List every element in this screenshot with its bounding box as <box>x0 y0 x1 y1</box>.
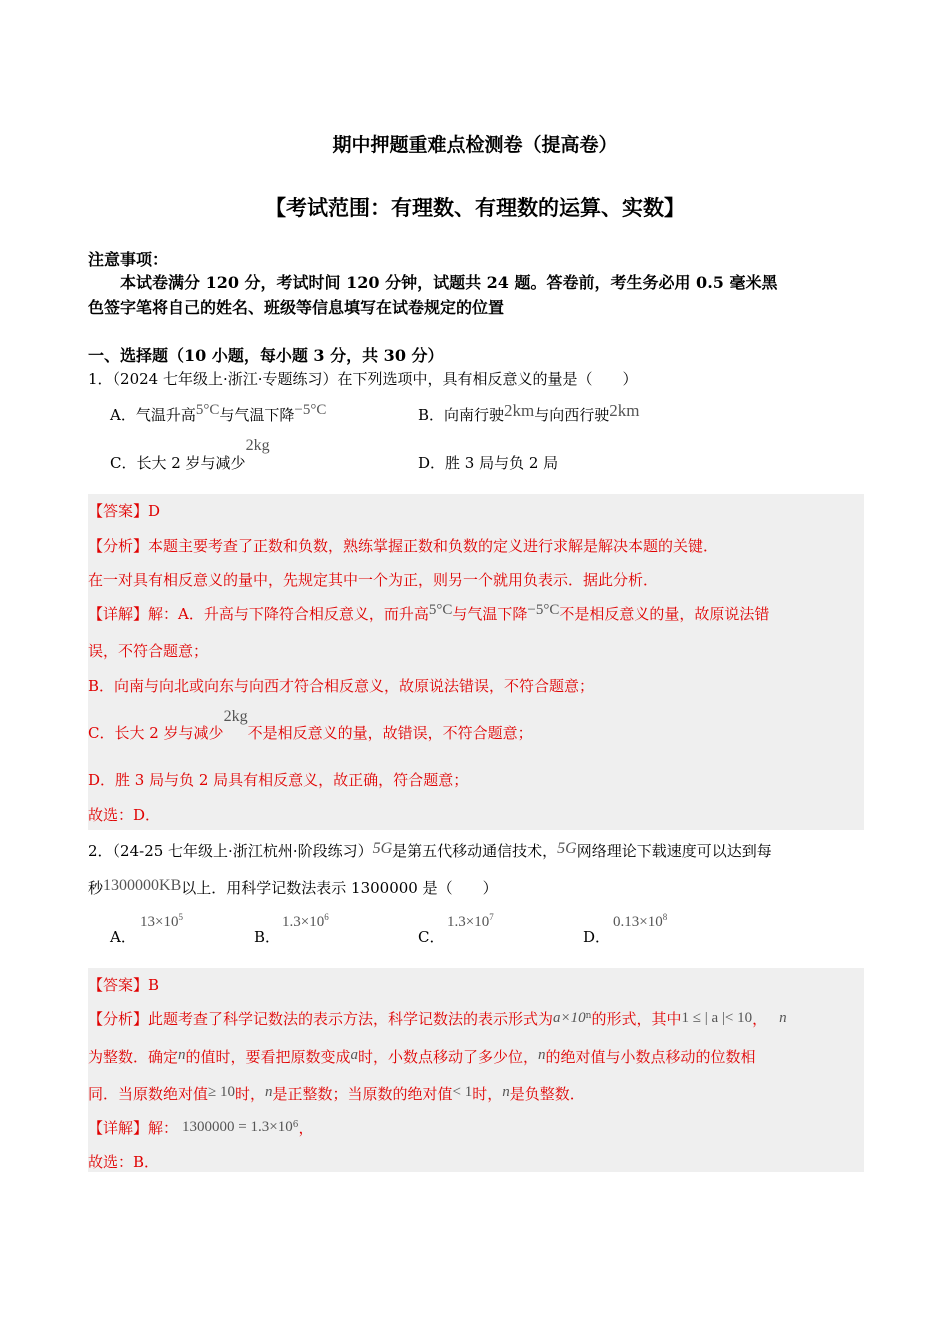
q1-b-mid: 与向西行驶 <box>534 406 610 424</box>
q2-option-b-math <box>282 912 329 931</box>
q2-answer-tag: 【答案】 <box>88 976 149 994</box>
q2-option-b: B． <box>254 928 281 946</box>
q2-an3-post: 是负整数． <box>509 1085 585 1103</box>
q1-detail-tag: 【详解】 <box>88 605 149 623</box>
q2-option-d-math <box>613 912 667 931</box>
q1-detail-1-post: 不是相反意义的量，故原说法错 <box>559 605 770 623</box>
q2-an2-math-1: n <box>178 1047 186 1063</box>
q2-an1-math-2: 1 ≤ | a |< 10 <box>681 1010 753 1026</box>
q2-option-a: A． <box>110 928 136 946</box>
q2-an2-math-2: a <box>350 1047 359 1063</box>
q2-stem-1-post: 网络理论下载速度可以达到每 <box>576 842 772 860</box>
q2-solution-box <box>88 968 864 1172</box>
q2-b-base: 1.3×10 <box>282 914 325 930</box>
q1-analysis-1 <box>88 535 718 556</box>
q1-c-math: 2kg <box>245 437 270 454</box>
q2-c-base: 1.3×10 <box>447 914 490 930</box>
q2-analysis-tag: 【分析】 <box>88 1010 149 1028</box>
q2-analysis-1 <box>88 1008 787 1029</box>
q2-detail-tag: 【详解】 <box>88 1119 149 1137</box>
q2-an1-mid: 的形式，其中 <box>591 1010 682 1028</box>
q2-detail-exp: 6 <box>292 1120 299 1130</box>
q1-detail-1-math-1: 5°C <box>428 602 453 618</box>
q2-an2-pre: 为整数．确定 <box>88 1048 179 1066</box>
q2-an2-post: 的绝对值与小数点移动的位数相 <box>545 1048 756 1066</box>
q2-option-c: C． <box>418 928 445 946</box>
q1-answer-tag: 【答案】 <box>88 502 149 520</box>
q2-d-exp: 8 <box>662 912 668 922</box>
q2-c-exp: 7 <box>489 912 494 922</box>
q1-a-mid: 与气温下降 <box>219 406 295 424</box>
q1-solution-box <box>88 494 864 830</box>
q1-a-math-2: −5°C <box>294 402 327 418</box>
q1-detail-4 <box>88 708 533 743</box>
q2-an1-pre: 此题考查了科学记数法的表示方法，科学记数法的表示形式为 <box>148 1010 554 1028</box>
q1-option-b <box>418 401 640 425</box>
q2-detail-pre: 解： <box>148 1119 179 1137</box>
q1-detail-4-pre: C．长大 2 岁与减少 <box>88 724 224 742</box>
q1-detail-4-math: 2kg <box>223 708 248 725</box>
q1-c-text: C．长大 2 岁与减少 <box>110 454 246 472</box>
q2-b-exp: 6 <box>324 912 329 922</box>
q2-stem-1-math-1: 5G <box>372 840 393 857</box>
q1-detail-3: B．向南与向北或向东与向西才符合相反意义，故原说法错误，不符合题意； <box>88 677 595 695</box>
q2-an3-mid-2: 是正整数；当原数的绝对值 <box>272 1085 453 1103</box>
q1-analysis-text-1: 本题主要考查了正数和负数，熟练掌握正数和负数的定义进行求解是解决本题的关键． <box>148 537 719 555</box>
notice-heading: 注意事项： <box>88 250 169 269</box>
q1-b-math-2: 2km <box>609 401 640 420</box>
q2-an3-math-4: n <box>502 1084 510 1100</box>
q2-choose: 故选：B． <box>88 1153 160 1171</box>
q2-stem-line-2 <box>88 877 498 898</box>
q2-an3-mid: 时， <box>235 1085 266 1103</box>
q2-detail-math: 1300000 = 1.3×10 <box>182 1119 293 1135</box>
q2-stem-1-pre: 2．（24-25 七年级上·浙江杭州·阶段练习） <box>88 842 373 860</box>
q2-an2-math-3: n <box>538 1047 546 1063</box>
q2-an3-pre: 同．当原数绝对值 <box>88 1085 209 1103</box>
q2-an1-math-1: a×10 <box>553 1010 586 1026</box>
notice-line-2: 色签字笔将自己的姓名、班级等信息填写在试卷规定的位置 <box>88 298 505 317</box>
q2-an3-math-1: ≥ 10 <box>208 1084 235 1100</box>
q2-stem-line-1 <box>88 840 772 861</box>
q2-answer-value: B <box>148 976 160 994</box>
q2-stem-1-mid: 是第五代移动通信技术， <box>392 842 558 860</box>
q1-detail-1 <box>88 603 769 624</box>
q1-b-text: B．向南行驶 <box>418 406 505 424</box>
q1-detail-2: 误，不符合题意； <box>88 642 209 660</box>
q2-answer <box>88 974 159 995</box>
q2-an2-mid-2: 时，小数点移动了多少位， <box>358 1048 539 1066</box>
q2-an3-math-2: n <box>265 1084 273 1100</box>
q2-stem-2-math: 1300000KB <box>103 877 182 894</box>
q2-analysis-3 <box>88 1083 585 1104</box>
q1-detail-4-post: 不是相反意义的量，故错误，不符合题意； <box>247 724 533 742</box>
q1-option-d: D．胜 3 局与负 2 局 <box>418 454 559 472</box>
exam-range: 【考试范围：有理数、有理数的运算、实数】 <box>265 195 685 220</box>
q2-detail <box>88 1117 313 1138</box>
q2-detail-post: ， <box>298 1119 314 1137</box>
q2-an1-math-3: n <box>779 1010 787 1026</box>
q1-analysis-2: 在一对具有相反意义的量中，先规定其中一个为正，则另一个就用负表示．据此分析． <box>88 571 659 589</box>
q2-a-exp: 5 <box>178 912 183 922</box>
q2-an1-math-1-exp: n <box>585 1011 592 1021</box>
q1-option-c <box>110 437 270 473</box>
q2-option-c-math <box>447 912 494 931</box>
q1-a-text: A．气温升高 <box>110 406 196 424</box>
q1-detail-1-pre: 解：A．升高与下降符合相反意义，而升高 <box>148 605 429 623</box>
q2-d-base: 0.13×10 <box>613 914 663 930</box>
q1-choose: 故选：D． <box>88 806 161 824</box>
q2-stem-1-math-2: 5G <box>557 840 577 857</box>
q1-b-math-1: 2km <box>504 401 535 420</box>
q2-an3-mid-3: 时， <box>472 1085 503 1103</box>
q2-an2-mid: 的值时，要看把原数变成 <box>185 1048 351 1066</box>
q1-detail-5: D．胜 3 局与负 2 局具有相反意义，故正确，符合题意； <box>88 771 469 789</box>
q2-option-a-math <box>140 912 183 931</box>
section-heading: 一、选择题（10 小题，每小题 3 分，共 30 分） <box>88 346 444 365</box>
q2-an1-post: ， <box>752 1010 768 1028</box>
page-title: 期中押题重难点检测卷（提高卷） <box>332 134 618 156</box>
q2-stem-2-pre: 秒 <box>88 879 104 897</box>
q1-option-a <box>110 404 326 425</box>
q1-detail-1-mid: 与气温下降 <box>452 605 528 623</box>
q1-answer-value: D <box>148 502 161 520</box>
q2-an3-math-3: < 1 <box>452 1084 473 1100</box>
q1-detail-1-math-2: −5°C <box>527 602 560 618</box>
q2-option-d: D． <box>583 928 611 946</box>
q2-a-base: 13×10 <box>140 914 179 930</box>
q1-a-math-1: 5°C <box>195 402 220 418</box>
q2-analysis-2 <box>88 1046 756 1067</box>
notice-line-1: 本试卷满分 120 分，考试时间 120 分钟，试题共 24 题。答卷前，考生务必用 0.5 毫米黑 <box>120 273 778 292</box>
q2-stem-2-post: 以上．用科学记数法表示 1300000 是（ ） <box>181 879 498 897</box>
q1-stem: 1．（2024 七年级上·浙江·专题练习）在下列选项中，具有相反意义的量是（ ） <box>88 370 638 388</box>
q1-analysis-tag: 【分析】 <box>88 537 149 555</box>
q1-answer <box>88 500 160 521</box>
